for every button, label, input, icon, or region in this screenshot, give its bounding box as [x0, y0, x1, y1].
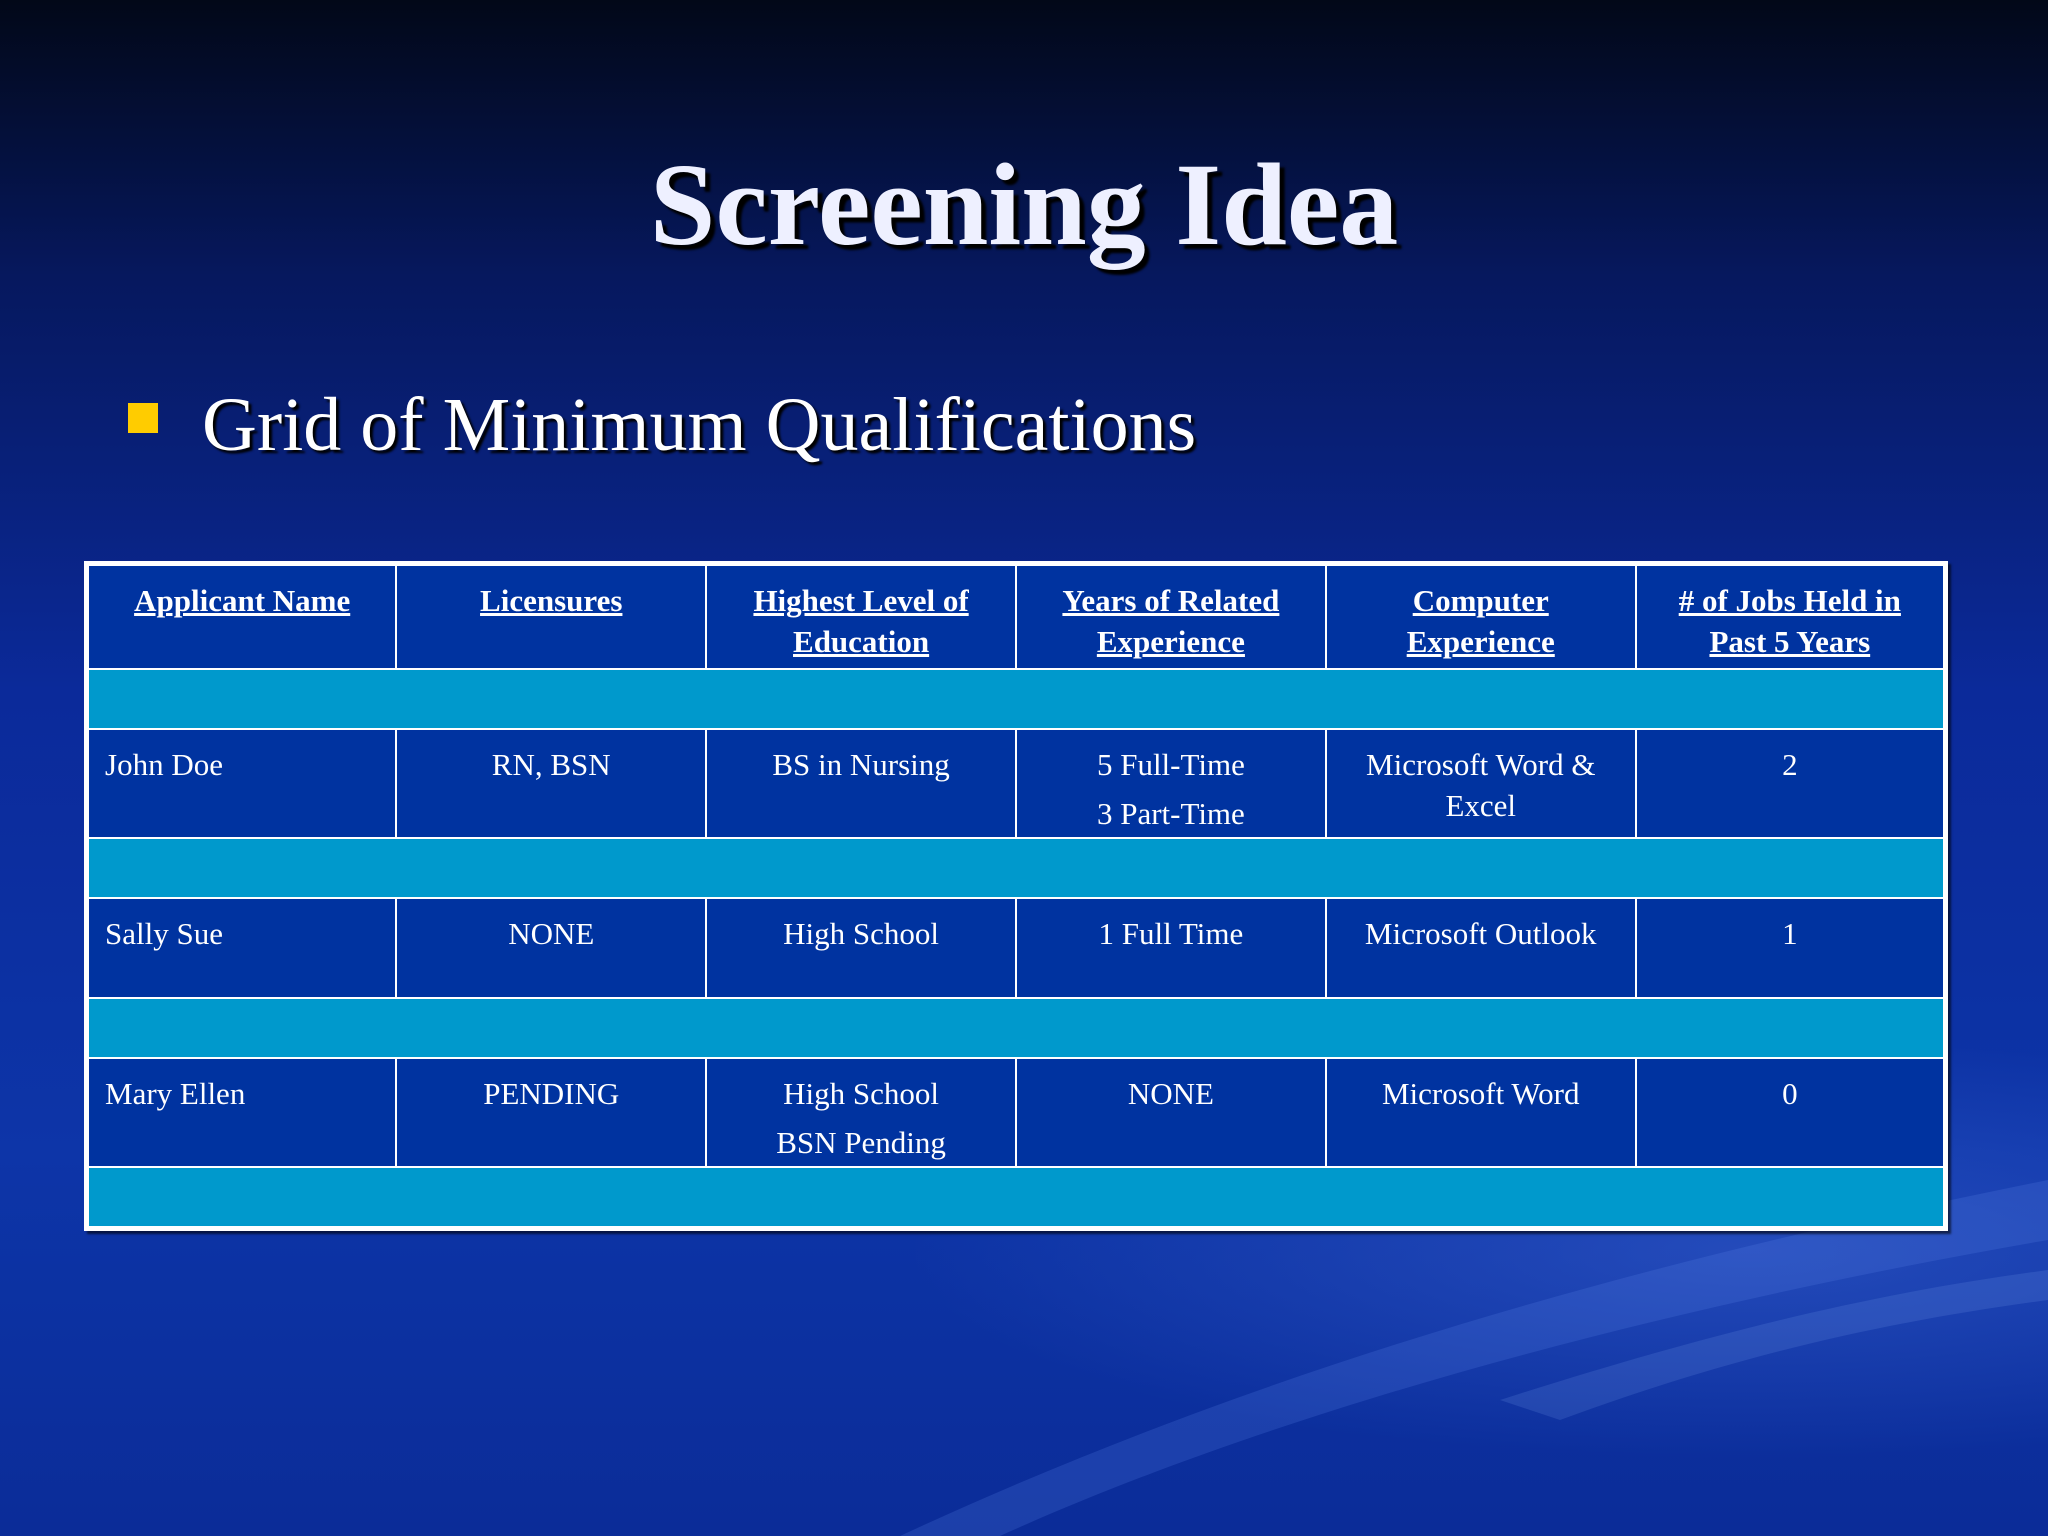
- cell-computer: Microsoft Outlook: [1326, 898, 1636, 998]
- qualifications-table: [84, 561, 1948, 1231]
- cell-licensures: RN, BSN: [396, 729, 706, 838]
- cell-education: [706, 898, 1016, 998]
- spacer-row: [87, 998, 1946, 1058]
- cell-education: [706, 1058, 1016, 1167]
- cell-name: Sally Sue: [87, 898, 397, 998]
- table-row: [87, 1058, 1946, 1167]
- cell-line: BS in Nursing: [772, 747, 950, 782]
- header-row: [87, 564, 1946, 670]
- cell-licensures: NONE: [396, 898, 706, 998]
- cell-education: [706, 729, 1016, 838]
- header-jobs: # of Jobs Held in Past 5 Years: [1636, 564, 1946, 670]
- header-computer: Computer Experience: [1326, 564, 1636, 670]
- header-licensures: Licensures: [396, 564, 706, 670]
- cell-name: Mary Ellen: [87, 1058, 397, 1167]
- slide-title: Screening Idea: [649, 139, 1399, 270]
- cell-line: 3 Part-Time: [1096, 796, 1245, 831]
- cell-line: High School: [783, 1076, 939, 1111]
- cell-line: BSN Pending: [776, 1125, 946, 1160]
- bullet-item: [128, 380, 1196, 470]
- cell-licensures: PENDING: [396, 1058, 706, 1167]
- header-experience: Years of Related Experience: [1016, 564, 1326, 670]
- table-row: [87, 729, 1946, 838]
- header-applicant-name: Applicant Name: [87, 564, 397, 670]
- cell-line: NONE: [1127, 1076, 1214, 1111]
- cell-jobs: 0: [1636, 1058, 1946, 1167]
- cell-experience: [1016, 729, 1326, 838]
- cell-computer: Microsoft Word & Excel: [1326, 729, 1636, 838]
- table-row: [87, 898, 1946, 998]
- cell-jobs: 1: [1636, 898, 1946, 998]
- cell-experience: [1016, 898, 1326, 998]
- cell-line: 5 Full-Time: [1096, 747, 1245, 782]
- spacer-row: [87, 669, 1946, 729]
- cell-computer: Microsoft Word: [1326, 1058, 1636, 1167]
- cell-name: John Doe: [87, 729, 397, 838]
- spacer-row: [87, 838, 1946, 898]
- bullet-text: Grid of Minimum Qualifications: [202, 383, 1197, 467]
- cell-line: High School: [783, 916, 939, 951]
- cell-jobs: 2: [1636, 729, 1946, 838]
- bullet-square-icon: [128, 403, 158, 433]
- spacer-row: [87, 1167, 1946, 1229]
- cell-line: 1 Full Time: [1098, 916, 1244, 951]
- cell-experience: [1016, 1058, 1326, 1167]
- header-education: Highest Level of Education: [706, 564, 1016, 670]
